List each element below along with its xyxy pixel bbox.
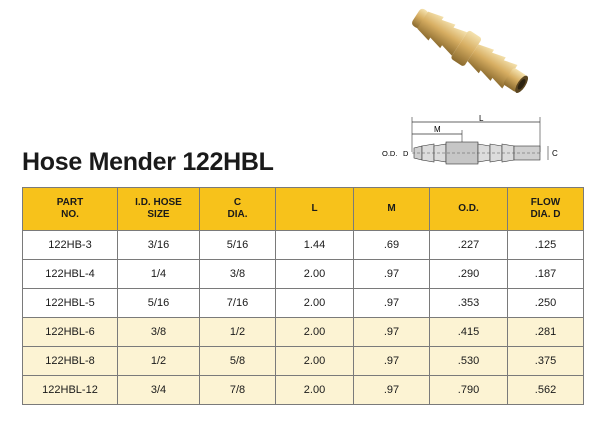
header-id-hose-size: I.D. HOSE SIZE: [118, 188, 200, 231]
cell-part-no: 122HBL-5: [23, 289, 118, 318]
header-flow-dia-d: FLOW DIA. D: [508, 188, 584, 231]
cell-c-dia: 5/16: [200, 231, 276, 260]
cell-id-hose-size: 5/16: [118, 289, 200, 318]
cell-part-no: 122HBL-4: [23, 260, 118, 289]
cell-m: .97: [354, 289, 430, 318]
cell-l: 2.00: [276, 376, 354, 405]
cell-od: .290: [430, 260, 508, 289]
cell-c-dia: 7/16: [200, 289, 276, 318]
table-row: [23, 376, 584, 405]
cell-m: .97: [354, 347, 430, 376]
cell-flow-dia-d: .562: [508, 376, 584, 405]
cell-od: .227: [430, 231, 508, 260]
label-C: C: [552, 149, 558, 158]
cell-l: 2.00: [276, 289, 354, 318]
label-M: M: [434, 125, 441, 134]
cell-part-no: 122HB-3: [23, 231, 118, 260]
cell-id-hose-size: 3/4: [118, 376, 200, 405]
header-part-no: PART NO.: [23, 188, 118, 231]
cell-od: .530: [430, 347, 508, 376]
cell-m: .97: [354, 376, 430, 405]
cell-l: 2.00: [276, 347, 354, 376]
cell-c-dia: 7/8: [200, 376, 276, 405]
cell-id-hose-size: 3/16: [118, 231, 200, 260]
header-l: L: [276, 188, 354, 231]
cell-part-no: 122HBL-8: [23, 347, 118, 376]
dimension-diagram: [382, 112, 582, 178]
cell-l: 2.00: [276, 318, 354, 347]
cell-m: .69: [354, 231, 430, 260]
label-L: L: [479, 114, 484, 123]
cell-od: .790: [430, 376, 508, 405]
table-row: [23, 289, 584, 318]
table-row: [23, 260, 584, 289]
cell-c-dia: 1/2: [200, 318, 276, 347]
cell-m: .97: [354, 260, 430, 289]
page-title: Hose Mender 122HBL: [22, 148, 274, 176]
cell-c-dia: 3/8: [200, 260, 276, 289]
cell-l: 1.44: [276, 231, 354, 260]
cell-m: .97: [354, 318, 430, 347]
table-header-row: [23, 188, 584, 231]
cell-flow-dia-d: .281: [508, 318, 584, 347]
cell-flow-dia-d: .375: [508, 347, 584, 376]
cell-id-hose-size: 1/2: [118, 347, 200, 376]
cell-id-hose-size: 3/8: [118, 318, 200, 347]
cell-l: 2.00: [276, 260, 354, 289]
table-row: [23, 347, 584, 376]
cell-flow-dia-d: .250: [508, 289, 584, 318]
cell-od: .353: [430, 289, 508, 318]
cell-id-hose-size: 1/4: [118, 260, 200, 289]
table-row: [23, 318, 584, 347]
table-row: [23, 231, 584, 260]
cell-flow-dia-d: .125: [508, 231, 584, 260]
label-OD: O.D.: [382, 149, 398, 158]
header-od: O.D.: [430, 188, 508, 231]
cell-od: .415: [430, 318, 508, 347]
cell-part-no: 122HBL-12: [23, 376, 118, 405]
cell-c-dia: 5/8: [200, 347, 276, 376]
header-c-dia: C DIA.: [200, 188, 276, 231]
label-D: D: [403, 149, 409, 158]
cell-part-no: 122HBL-6: [23, 318, 118, 347]
spec-table: [22, 187, 584, 405]
product-photo: [398, 6, 558, 106]
header-m: M: [354, 188, 430, 231]
cell-flow-dia-d: .187: [508, 260, 584, 289]
